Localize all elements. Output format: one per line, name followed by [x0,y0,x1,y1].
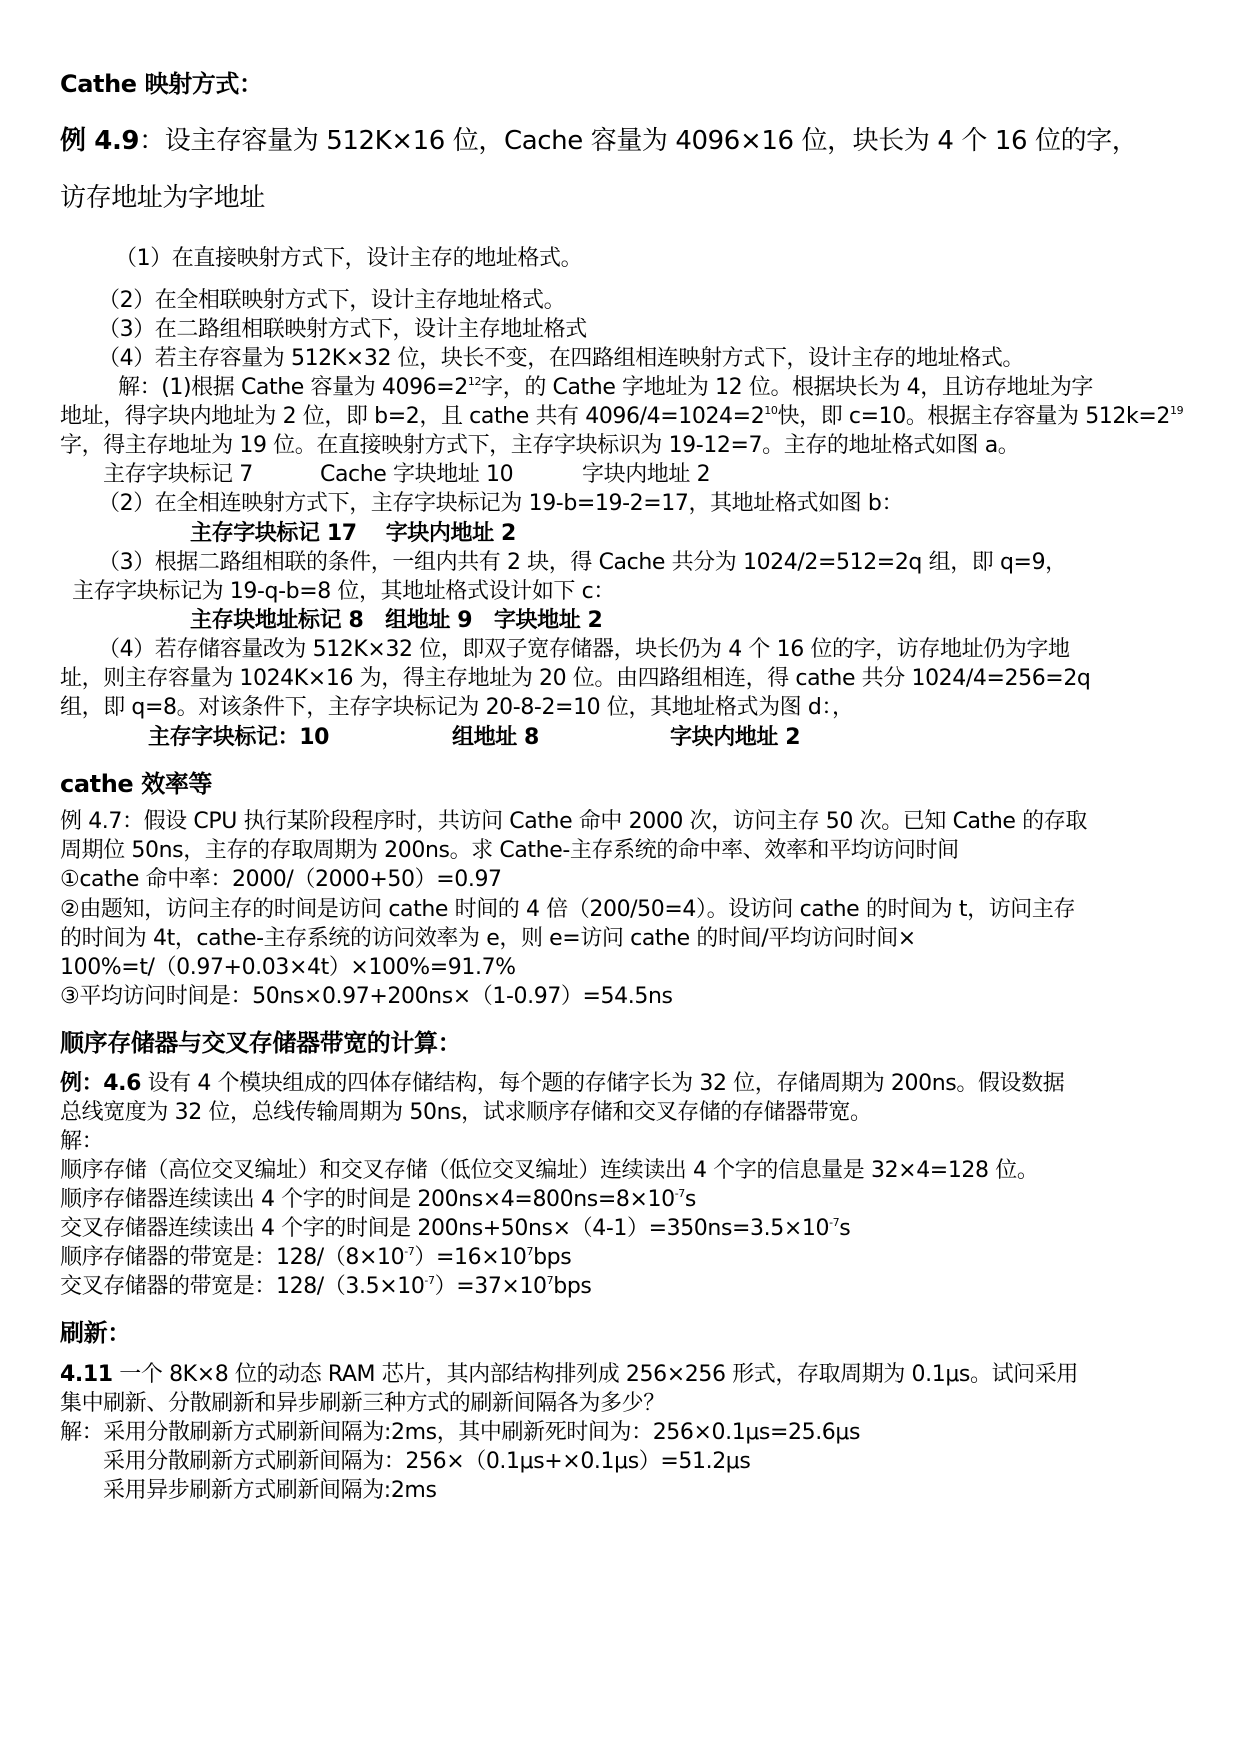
bandwidth-line7: 顺序存储器的带宽是：$128/(8\times 10^{-7})=16\times 10^7bps$ [60,1245,572,1270]
format-b: 主存字块标记 17 字块内地址 2 [190,521,516,546]
format-c: 主存块地址标记 8 组地址 9 字块地址 2 [190,608,603,633]
format-a-tag: 主存字块标记 7 [103,462,253,487]
efficiency-line7: ③平均访问时间是：50ns×0.97+200ns×（1-0.97）=54.5ns [60,984,673,1009]
format-d-group: 组地址 8 [452,725,539,750]
question-3: （3）在二路组相联映射方式下，设计主存地址格式 [98,317,587,342]
format-a-word: 字块内地址 2 [582,462,711,487]
format-d-word: 字块内地址 2 [670,725,801,750]
bandwidth-line8: 交叉存储器的带宽是：$128/(3.5\times 10^{-7})=37\times 10^7bps$ [60,1274,592,1299]
heading-efficiency: cathe 效率等 [60,770,213,798]
efficiency-line6: 100%=t/（0.97+0.03×4t）×100%=91.7% [60,955,516,980]
solution-2: （2）在全相连映射方式下，主存字块标记为 19-b=19-2=17，其地址格式如图 b： [98,491,904,516]
efficiency-line2: 周期位 50ns，主存的存取周期为 200ns。求 Cathe-主存系统的命中率、效率和平均访问时间 [60,838,959,863]
efficiency-line1: 例 4.7：假设 CPU 执行某阶段程序时，共访问 Cathe 命中 2000 次，访问主存 50 次。已知 Cathe 的存取 [60,809,1087,834]
question-1: （1）在直接映射方式下，设计主存的地址格式。 [115,246,583,271]
bandwidth-line4: 顺序存储（高位交叉编址）和交叉存储（低位交叉编址）连续读出 4 个字的信息量是 32×4=128 位。 [60,1158,1039,1183]
solution-4-line3: 组，即 q=8。对该条件下，主存字块标记为 20-8-2=10 位，其地址格式为图 d：， [60,695,854,720]
example-label: 4.11 [60,1362,113,1387]
solution-3-line2: 主存字块标记为 19-q-b=8 位，其地址格式设计如下 c： [72,579,615,604]
bandwidth-line3: 解： [60,1129,104,1154]
example-4-9-line1 [60,127,1137,155]
format-a-cache-block: Cache 字块地址 10 [320,462,514,487]
refresh-line5: 采用异步刷新方式刷新间隔为:2ms [103,1478,437,1503]
refresh-line4: 采用分散刷新方式刷新间隔为：256×（0.1μs+×0.1μs）=51.2μs [103,1449,751,1474]
question-4: （4）若主存容量为 512K×32 位，块长不变，在四路组相连映射方式下，设计主存的地址格式。 [98,346,1025,371]
heading-refresh: 刷新： [60,1319,131,1347]
efficiency-line3: ①cathe 命中率：2000/（2000+50）=0.97 [60,867,502,892]
refresh-line3: 解：采用分散刷新方式刷新间隔为:2ms，其中刷新死时间为：256×0.1μs=25.6μs [60,1420,861,1445]
question-2: （2）在全相联映射方式下，设计主存地址格式。 [98,288,566,313]
solution-1-line2: 地址，得字块内地址为 2 位，即 b=2，且 cathe 共有 $4096/4=1024=2^{10}$快，即 c=10。根据主存容量为 $512k=2^{19}$ [60,404,1184,429]
heading-cache-mapping: Cathe 映射方式： [60,70,263,98]
solution-4-line2: 址，则主存容量为 1024K×16 为，得主存地址为 20 位。由四路组相连，得 cathe 共分 1024/4=256=2q [60,666,1091,691]
solution-4-line1: （4）若存储容量改为 512K×32 位，即双子宽存储器，块长仍为 4 个 16 位的字，访存地址仍为字地 [98,637,1070,662]
example-label: 例：4.6 [60,1071,141,1096]
example-label: 例 4.9 [60,126,140,156]
heading-bandwidth: 顺序存储器与交叉存储器带宽的计算： [60,1029,462,1057]
bandwidth-line6: 交叉存储器连续读出 4 个字的时间是 $200ns+50ns\times(4-1)=350ns=3.5\times 10^{-7}s$ [60,1216,851,1241]
bandwidth-line2: 总线宽度为 32 位，总线传输周期为 50ns，试求顺序存储和交叉存储的存储器带宽。 [60,1100,872,1125]
example-text: ：设主存容量为 512K×16 位，Cache 容量为 4096×16 位，块长为 4 个 16 位的字， [139,126,1138,156]
format-d-tag: 主存字块标记：10 [148,725,330,750]
solution-3-line1: （3）根据二路组相联的条件，一组内共有 2 块，得 Cache 共分为 1024/2=512=2q 组，即 q=9， [98,550,1067,575]
refresh-line1: 4.11 一个 8K×8 位的动态 RAM 芯片，其内部结构排列成 256×256 形式，存取周期为 0.1μs。试问采用 [60,1362,1078,1387]
efficiency-line4: ②由题知，访问主存的时间是访问 cathe 时间的 4 倍（200/50=4）。设访问 cathe 的时间为 t，访问主存 [60,897,1076,922]
example-4-9-line2: 访存地址为字地址 [60,183,265,213]
solution-1-line3: 字，得主存地址为 19 位。在直接映射方式下，主存字块标识为 19-12=7。主存的地址格式如图 a。 [60,433,1020,458]
bandwidth-line1: 例：4.6 设有 4 个模块组成的四体存储结构，每个题的存储字长为 32 位，存储周期为 200ns。假设数据 [60,1071,1065,1096]
efficiency-line5: 的时间为 4t，cathe-主存系统的访问效率为 e，则 e=访问 cathe 的时间/平均访问时间× [60,926,916,951]
solution-1-line1: 解：(1)根据 Cathe 容量为 $4096=2^{12}$字，的 Cathe 字地址为 12 位。根据块长为 4，且访存地址为字 [118,375,1094,400]
refresh-line2: 集中刷新、分散刷新和异步刷新三种方式的刷新间隔各为多少？ [60,1391,665,1416]
bandwidth-line5: 顺序存储器连续读出 4 个字的时间是 $200ns\times 4=800ns=8\times 10^{-7}s$ [60,1187,696,1212]
